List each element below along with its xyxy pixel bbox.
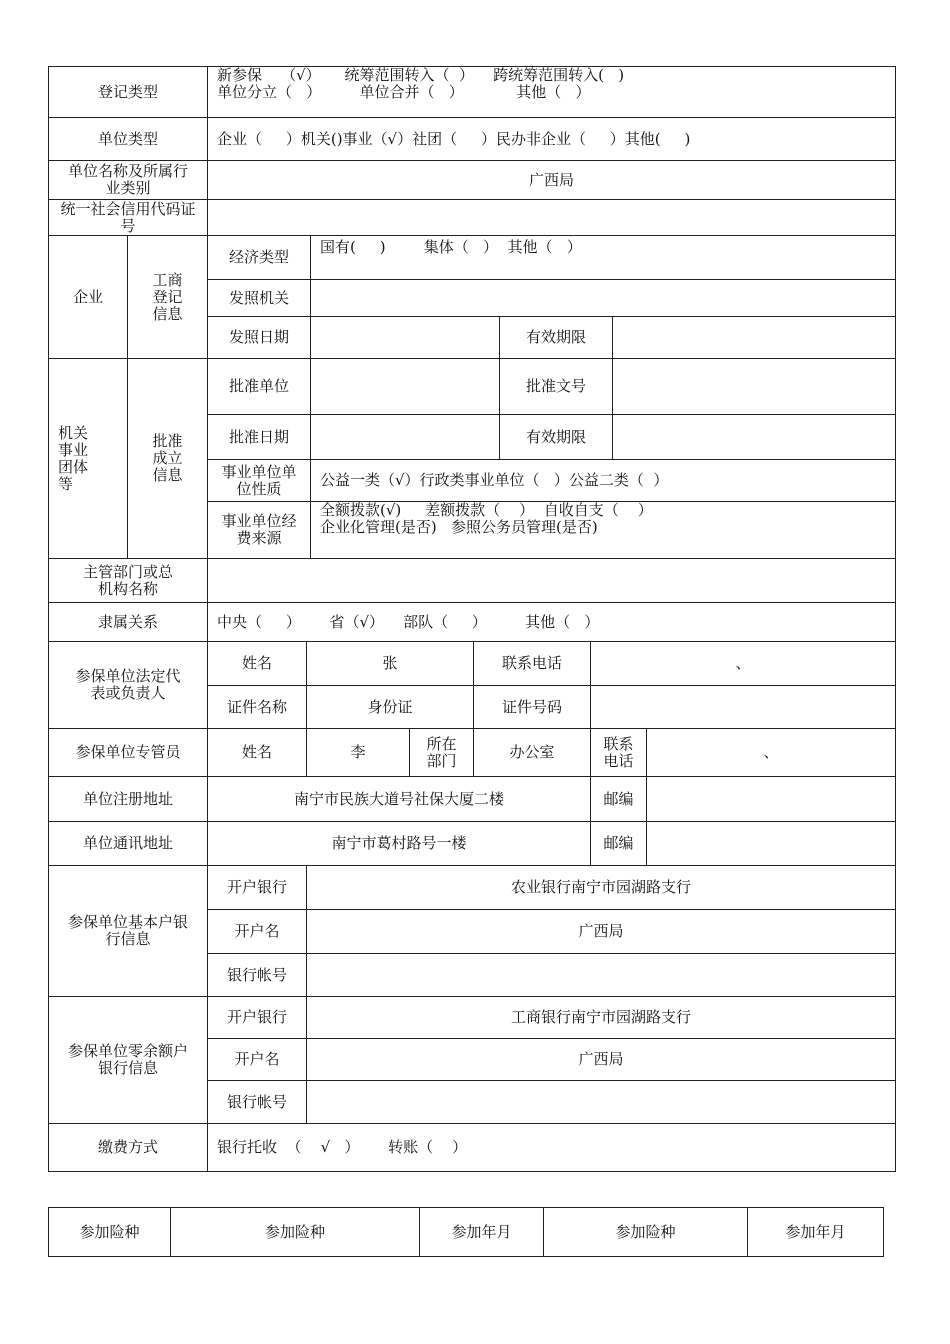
petty-account-name-label: 开户名 bbox=[207, 1038, 307, 1081]
inst-validity-label: 有效期限 bbox=[499, 414, 613, 460]
unit-type-options[interactable]: 企业（ ）机关()事业（√）社团（ ）民办非企业（ ）其他( ) bbox=[207, 117, 896, 161]
rep-id-no-label: 证件号码 bbox=[473, 685, 591, 729]
insurance-col2-header: 参加险种 bbox=[170, 1207, 420, 1257]
basic-bank-label: 参保单位基本户银行信息 bbox=[48, 865, 208, 997]
reg-zip-value[interactable] bbox=[646, 776, 896, 822]
econ-type-label: 经济类型 bbox=[207, 235, 311, 280]
rep-name-value[interactable]: 张 bbox=[306, 641, 474, 686]
issuer-label: 发照机关 bbox=[207, 279, 311, 317]
basic-account-name-value[interactable]: 广西局 bbox=[306, 909, 896, 954]
affiliation-label: 隶属关系 bbox=[48, 602, 208, 642]
approve-date-field[interactable] bbox=[310, 414, 500, 460]
funding-options[interactable] bbox=[310, 501, 896, 559]
ent-validity-label: 有效期限 bbox=[499, 316, 613, 359]
reg-type-line2: 单位分立（ ） 单位合并（ ） 其他（ ） bbox=[217, 83, 591, 101]
contact-label: 参保单位专管员 bbox=[48, 728, 208, 777]
reg-address-value[interactable]: 南宁市民族大道号社保大厦二楼 bbox=[207, 776, 591, 822]
payment-options[interactable]: 银行托收 （ √ ） 转账（ ） bbox=[207, 1123, 896, 1172]
credit-code-label: 统一社会信用代码证号 bbox=[48, 199, 208, 236]
issue-date-field[interactable] bbox=[310, 316, 500, 359]
reg-type-label: 登记类型 bbox=[48, 66, 208, 118]
insurance-col1-header: 参加险种 bbox=[48, 1207, 171, 1257]
unit-name-label: 单位名称及所属行业类别 bbox=[48, 160, 208, 200]
payment-label: 缴费方式 bbox=[48, 1123, 208, 1172]
reg-address-label: 单位注册地址 bbox=[48, 776, 208, 822]
supervisor-field[interactable] bbox=[207, 558, 896, 603]
basic-bank-name-value[interactable]: 农业银行南宁市园湖路支行 bbox=[306, 865, 896, 910]
econ-type-options[interactable]: 国有( ) 集体（ ） 其他（ ） bbox=[310, 235, 896, 280]
petty-bank-name-value[interactable]: 工商银行南宁市园湖路支行 bbox=[306, 996, 896, 1039]
petty-account-name-value[interactable]: 广西局 bbox=[306, 1038, 896, 1081]
petty-account-no-label: 银行帐号 bbox=[207, 1080, 307, 1124]
funding-line1: 全额拨款(√) 差额拨款（ ） 自收自支（ ） bbox=[320, 501, 653, 519]
basic-account-no-value[interactable] bbox=[306, 953, 896, 997]
nature-label: 事业单位单位性质 bbox=[207, 459, 311, 502]
mail-zip-value[interactable] bbox=[646, 821, 896, 866]
issue-date-label: 发照日期 bbox=[207, 316, 311, 359]
nature-options[interactable]: 公益一类（√）行政类事业单位（ ）公益二类（ ） bbox=[310, 459, 896, 502]
contact-phone-value[interactable]: 、 bbox=[646, 728, 896, 777]
petty-bank-name-label: 开户银行 bbox=[207, 996, 307, 1039]
affiliation-options[interactable]: 中央（ ） 省（√） 部队（ ） 其他（ ） bbox=[207, 602, 896, 642]
rep-phone-label: 联系电话 bbox=[473, 641, 591, 686]
legal-rep-label: 参保单位法定代表或负责人 bbox=[48, 641, 208, 729]
mail-address-label: 单位通讯地址 bbox=[48, 821, 208, 866]
unit-name-value[interactable]: 广西局 bbox=[207, 160, 896, 200]
reg-type-options[interactable] bbox=[207, 66, 896, 118]
basic-bank-name-label: 开户银行 bbox=[207, 865, 307, 910]
contact-name-value[interactable]: 李 bbox=[306, 728, 410, 777]
contact-phone-label: 联系电话 bbox=[590, 728, 647, 777]
basic-account-name-label: 开户名 bbox=[207, 909, 307, 954]
contact-name-label: 姓名 bbox=[207, 728, 307, 777]
approver-label: 批准单位 bbox=[207, 358, 311, 415]
rep-id-type-value[interactable]: 身份证 bbox=[306, 685, 474, 729]
petty-bank-label: 参保单位零余额户银行信息 bbox=[48, 996, 208, 1124]
petty-account-no-value[interactable] bbox=[306, 1080, 896, 1124]
funding-label: 事业单位经费来源 bbox=[207, 501, 311, 559]
institution-label: 机关事业团体等 bbox=[48, 358, 128, 559]
funding-line2: 企业化管理(是否) 参照公务员管理(是否) bbox=[320, 518, 598, 536]
rep-id-no-value[interactable] bbox=[590, 685, 896, 729]
institution-sublabel: 批准成立信息 bbox=[127, 358, 208, 559]
approve-date-label: 批准日期 bbox=[207, 414, 311, 460]
enterprise-label: 企业 bbox=[48, 235, 128, 359]
mail-address-value[interactable]: 南宁市葛村路号一楼 bbox=[207, 821, 591, 866]
supervisor-label: 主管部门或总机构名称 bbox=[48, 558, 208, 603]
enterprise-sublabel: 工商登记信息 bbox=[127, 235, 208, 359]
mail-zip-label: 邮编 bbox=[590, 821, 647, 866]
inst-validity-field[interactable] bbox=[612, 414, 896, 460]
basic-account-no-label: 银行帐号 bbox=[207, 953, 307, 997]
insurance-col4-header: 参加险种 bbox=[543, 1207, 748, 1257]
unit-type-label: 单位类型 bbox=[48, 117, 208, 161]
issuer-field[interactable] bbox=[310, 279, 896, 317]
credit-code-value[interactable] bbox=[207, 199, 896, 236]
insurance-col3-header: 参加年月 bbox=[419, 1207, 544, 1257]
rep-phone-value[interactable]: 、 bbox=[590, 641, 896, 686]
contact-dept-value[interactable]: 办公室 bbox=[473, 728, 591, 777]
doc-no-field[interactable] bbox=[612, 358, 896, 415]
rep-id-type-label: 证件名称 bbox=[207, 685, 307, 729]
insurance-col5-header: 参加年月 bbox=[747, 1207, 884, 1257]
reg-zip-label: 邮编 bbox=[590, 776, 647, 822]
doc-no-label: 批准文号 bbox=[499, 358, 613, 415]
ent-validity-field[interactable] bbox=[612, 316, 896, 359]
reg-type-line1: 新参保 （√） 统筹范围转入（ ） 跨统筹范围转入( ) bbox=[217, 66, 625, 84]
approver-field[interactable] bbox=[310, 358, 500, 415]
contact-dept-label: 所在部门 bbox=[409, 728, 474, 777]
rep-name-label: 姓名 bbox=[207, 641, 307, 686]
